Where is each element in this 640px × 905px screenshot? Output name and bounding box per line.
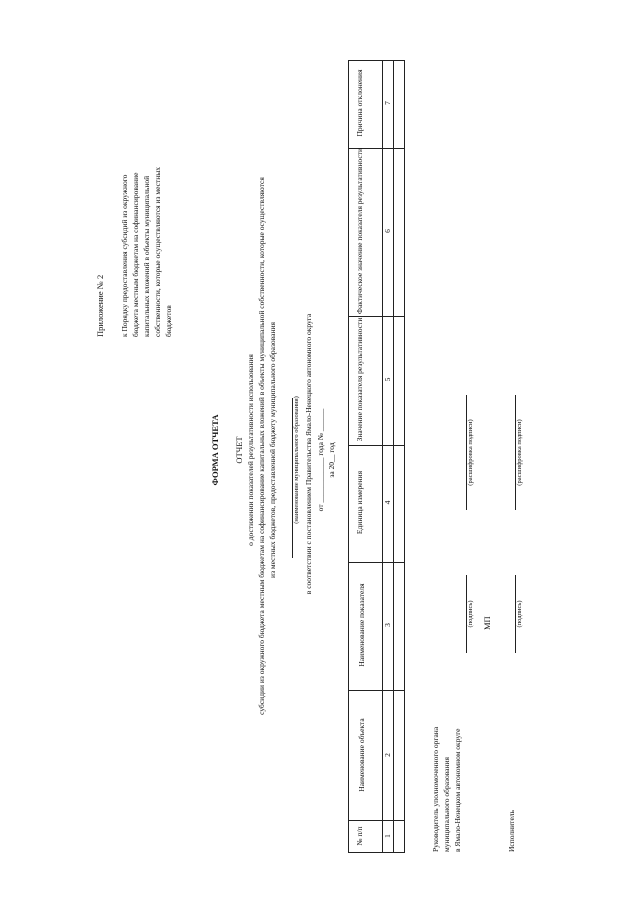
period-line: за 20__ год <box>327 442 336 478</box>
header-actual: Фактическое значение показателя результативности <box>355 148 364 314</box>
header-reason: Причина отклонения <box>355 69 364 137</box>
col-number-6: 6 <box>383 229 392 233</box>
municipality-caption: (наименование муниципального образования) <box>293 396 300 524</box>
appendix-line-2: бюджета местным бюджетам на софинансирование <box>131 172 140 337</box>
from-line: от ____________ года № ______ <box>316 408 325 512</box>
col-number-2: 2 <box>383 753 392 757</box>
table-row-divider <box>393 60 394 852</box>
header-indicator: Наименование показателя <box>357 583 366 667</box>
table-border-bottom <box>404 60 405 852</box>
table-border-top <box>348 60 349 852</box>
col-number-3: 3 <box>383 623 392 627</box>
report-subtitle-3: из местных бюджетов, предоставленной бюджету муниципального образования <box>268 322 277 578</box>
resolution-line: в соответствии с постановлением Правительства Ямало-Ненецкого автономного округа <box>304 313 313 595</box>
executor-label: Исполнитель <box>507 810 516 852</box>
header-value: Значение показателя результативности <box>355 317 364 442</box>
appendix-line-4: собственности, которые осуществляются из местных <box>153 167 162 337</box>
appendix-number: Приложение № 2 <box>95 274 105 337</box>
col-line-5 <box>348 690 405 691</box>
form-title: ФОРМА ОТЧЕТА <box>210 414 220 486</box>
col-line-4 <box>348 562 405 563</box>
stamp-mp: МП <box>482 616 492 630</box>
executor-signature-caption: (подпись) <box>516 600 523 628</box>
head-line-3: в Ямало-Ненецком автономном округе <box>453 728 462 852</box>
header-unit: Единица измерения <box>355 470 364 535</box>
header-object: Наименование объекта <box>357 718 366 792</box>
report-title: ОТЧЕТ <box>234 436 244 464</box>
report-subtitle-2: субсидии из окружного бюджета местным бюджетам на софинансирование капитальных вложений в объекты муниципальной собственности, которые осуществляются <box>257 177 266 715</box>
col-number-1: 1 <box>383 834 392 838</box>
col-number-5: 5 <box>383 377 392 382</box>
report-subtitle-1: о достижении показателей результативности использования <box>246 354 255 546</box>
head-decryption-caption: (расшифровка подписи) <box>467 419 474 486</box>
appendix-line-1: к Порядку предоставления субсидий из окружного <box>120 174 129 337</box>
table-header-divider <box>382 60 383 852</box>
head-signature-caption: (подпись) <box>467 600 474 628</box>
col-line-7 <box>348 852 405 853</box>
col-number-7: 7 <box>383 101 392 105</box>
appendix-line-5: бюджетов <box>164 305 173 337</box>
header-num: № п/п <box>355 826 364 846</box>
head-line-1: Руководитель уполномоченного органа <box>431 726 440 852</box>
col-line-6 <box>348 820 405 821</box>
head-line-2: муниципального образования <box>442 757 451 852</box>
col-number-4: 4 <box>383 500 392 505</box>
appendix-line-3: капитальных вложений в объекты муниципальной <box>142 175 151 337</box>
executor-decryption-caption: (расшифровка подписи) <box>516 419 523 486</box>
